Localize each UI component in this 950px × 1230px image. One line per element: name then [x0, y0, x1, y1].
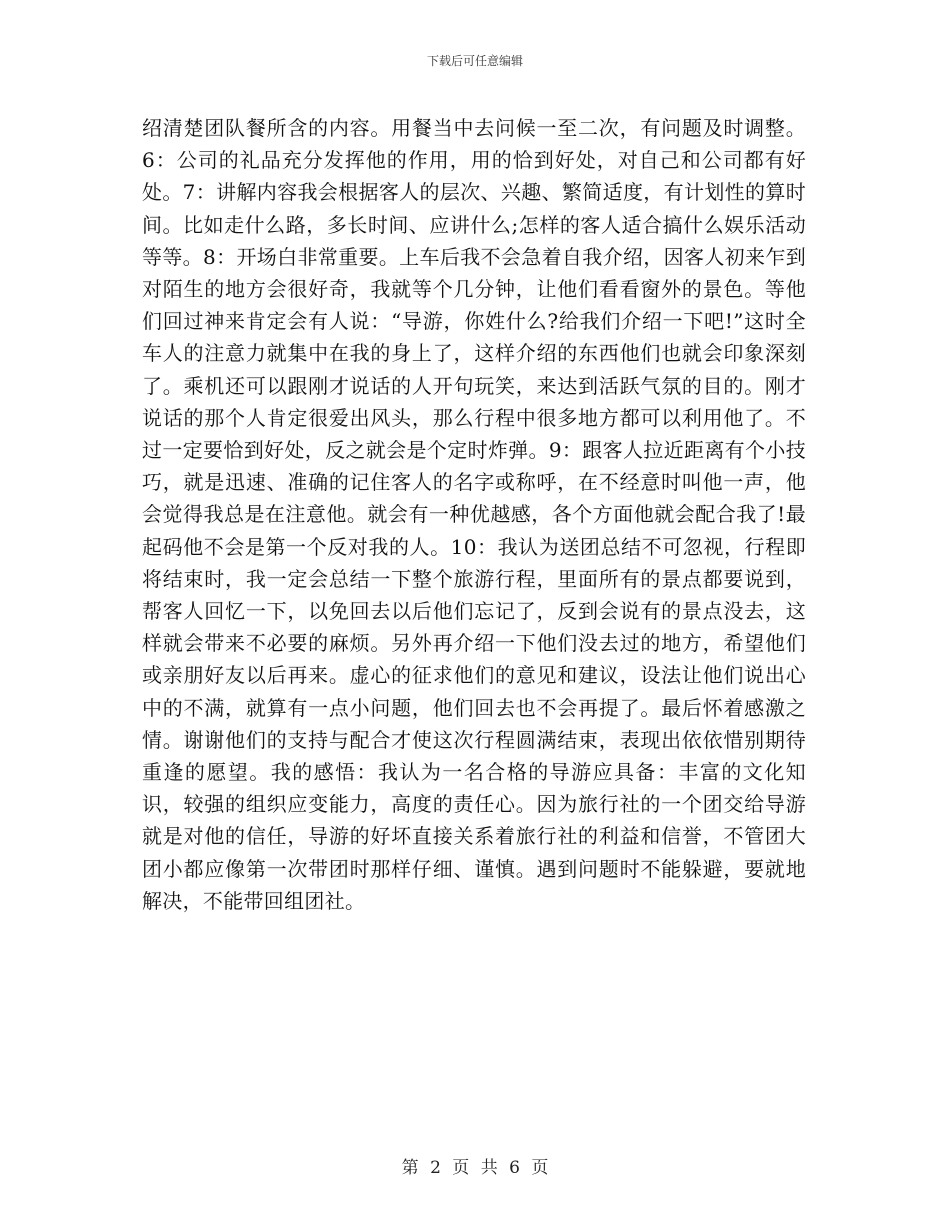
- page-number: 第 2 页 共 6 页: [401, 1158, 549, 1178]
- page-header: 下载后可任意编辑: [426, 54, 523, 68]
- body-paragraph: 绍清楚团队餐所含的内容。用餐当中去问候一至二次，有问题及时调整。6：公司的礼品充分发挥他的作用，用的恰到好处，对自己和公司都有好处。7：讲解内容我会根据客人的层次、兴趣、繁简适度，有计划性的算时间。比如走什么路，多长时间、应讲什么;怎样的客人适合搞什么娱乐活动等等。8：开场白非常重要。上车后我不会急着自我介绍，因客人初来乍到对陌生的地方会很好奇，我就等个几分钟，让他们看看窗外的景色。等他们回过神来肯定会有人说：“导游，你姓什么?给我们介绍一下吧!”这时全车人的注意力就集中在我的身上了，这样介绍的东西他们也就会印象深刻了。乘机还可以跟刚才说话的人开句玩笑，来达到活跃气氛的目的。刚才说话的那个人肯定很爱出风头，那么行程中很多地方都可以利用他了。不过一定要恰到好处，反之就会是个定时炸弹。9：跟客人拉近距离有个小技巧，就是迅速、准确的记住客人的名字或称呼，在不经意时叫他一声，他会觉得我总是在注意他。就会有一种优越感，各个方面他就会配合我了!最起码他不会是第一个反对我的人。10：我认为送团总结不可忽视，行程即将结束时，我一定会总结一下整个旅游行程，里面所有的景点都要说到，帮客人回忆一下，以免回去以后他们忘记了，反到会说有的景点没去，这样就会带来不必要的麻烦。另外再介绍一下他们没去过的地方，希望他们或亲朋好友以后再来。虚心的征求他们的意见和建议，设法让他们说出心中的不满，就算有一点小问题，他们回去也不会再提了。最后怀着感激之情。谢谢他们的支持与配合才使这次行程圆满结束，表现出依依惜别期待重逢的愿望。我的感悟：我认为一名合格的导游应具备：丰富的文化知识，较强的组织应变能力，高度的责任心。因为旅行社的一个团交给导游就是对他的信任，导游的好坏直接关系着旅行社的利益和信誉，不管团大团小都应像第一次带团时那样仔细、谨慎。遇到问题时不能躲避，要就地解决，不能带回组团社。: [142, 116, 806, 913]
